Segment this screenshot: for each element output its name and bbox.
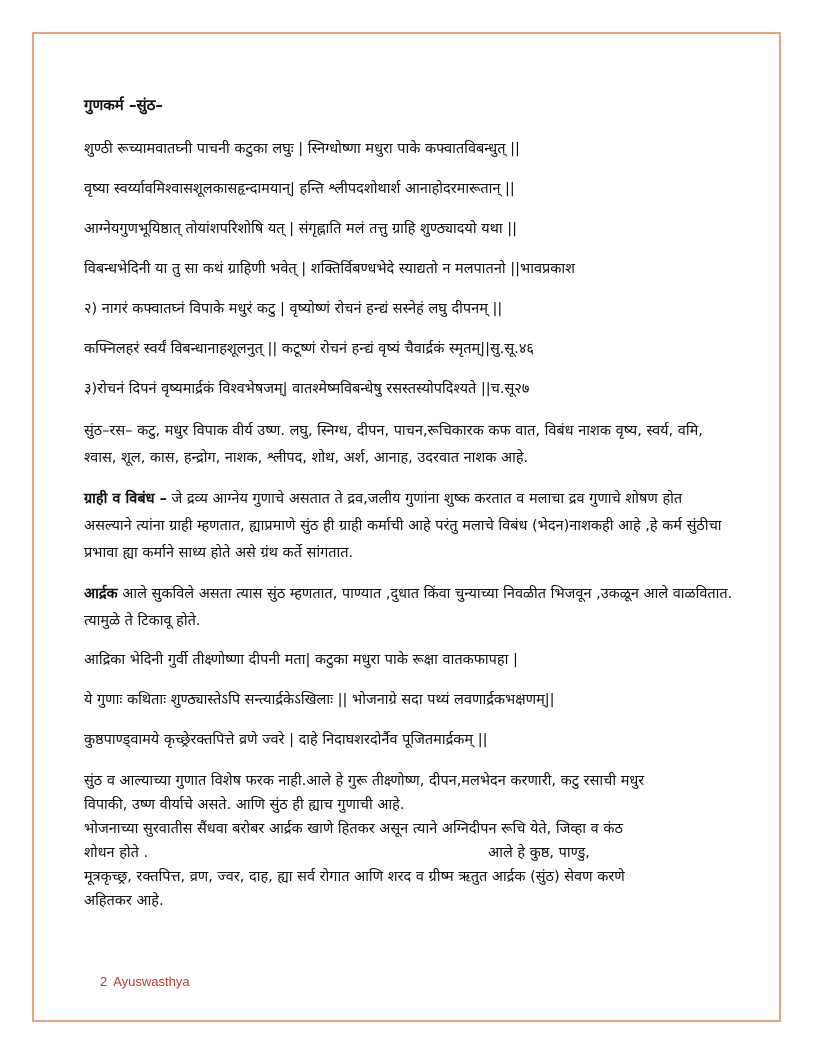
document-body — [84, 94, 734, 913]
verse-line: शुण्ठी रूच्यामवातघ्नी पाचनी कटुका लघुः | स्निग्धोष्णा मधुरा पाके कफ्वातविबन्धुत् || — [84, 141, 520, 157]
publication-name: Ayuswasthya — [113, 974, 190, 989]
grahi-heading: ग्राही व विबंध – — [84, 491, 167, 507]
summary-paragraph — [84, 769, 734, 913]
verse-line: २) नागरं कफ्वातघ्नं विपाके मधुरं कटु | वृष्योष्णं रोचनं हन्द्यं सस्नेहं लघु दीपनम् || — [84, 301, 503, 317]
summary-line: अहितकर आहे. — [84, 893, 164, 909]
ardrak-heading: आर्द्रक — [84, 586, 118, 602]
summary-line — [84, 841, 734, 865]
verse-line: आद्रिका भेदिनी गुर्वी तीक्ष्णोष्णा दीपनी मता| कटुका मधुरा पाके रूक्षा वातकफापहा | — [84, 652, 518, 668]
grahi-paragraph — [84, 486, 734, 567]
verse-line: ये गुणाः कथिताः शुण्ठ्यास्तेऽपि सन्त्यार्द्रकेऽखिलाः || भोजनाग्रे सदा पथ्यं लवणार्द्रकभक्षणम्|| — [84, 692, 555, 708]
verse-line: कुष्ठपाण्ड्वामये कृच्छ्रेरक्तपित्ते व्रणे ज्वरे | दाहे निदाघशरदोर्नैव पूजितमार्द्रकम् || — [84, 732, 488, 748]
verse-line: ३)रोचनं दिपनं वृष्यमार्द्रकं विश्वभेषजम्| वातश्मेष्मविबन्धेषु रसस्तस्योपदिश्यते ||च.सू२७ — [84, 381, 530, 397]
ardrak-paragraph — [84, 581, 734, 635]
summary-line: भोजनाच्या सुरवातीस सैंधवा बरोबर आर्द्रक खाणे हितकर असून त्याने अग्निदीपन रूचि येते, जिव्हा व कंठ — [84, 821, 623, 837]
summary-line: मूत्रकृच्छ्र, रक्तपित्त, व्रण, ज्वर, दाह, ह्या सर्व रोगात आणि शरद व ग्रीष्म ऋतुत आर्द्रक (सुंठ) सेवण करणे — [84, 869, 625, 885]
verse-line: वृष्या स्वर्य्यावमिश्वासशूलकासहृन्दामयान्| हन्ति श्लीपदशोथार्श आनाहोदरमारूतान् || — [84, 181, 515, 197]
page-footer — [100, 974, 196, 989]
ardrak-text: आले सुकविले असता त्यास सुंठ म्हणतात, पाण्यात ,दुधात किंवा चुन्याच्या निवळीत भिजवून ,उकळून आले वाळवितात. त्यामुळे ते टिकावू होते. — [84, 586, 733, 629]
summary-line-part: शोधन होते . — [84, 845, 149, 861]
verse-line: कफ्निलहरं स्वर्यं विबन्धानाहशूलनुत् || कटूष्णं रोचनं हन्द्यं वृष्यं चैवार्द्रकं स्मृतम्||सु.सू.४६ — [84, 341, 534, 357]
verse-line: आग्नेयगुणभूयिष्ठात् तोयांशपरिशोषि यत् | संगृह्नाति मलं तत्तु ग्राहि शुण्ठ्यादयो यथा || — [84, 221, 518, 237]
rasa-paragraph: सुंठ–रस– कटु, मधुर विपाक वीर्य उष्ण. लघु, स्निग्ध, दीपन, पाचन,रूचिकारक कफ वात, विबंध नाशक वृष्य, स्वर्य, वमि, श्वास, शूल, कास, हन्द्रोग, नाशक, श्लीपद, शोथ, अर्श, आनाह, उदरवात नाशक आहे. — [84, 423, 703, 466]
section-heading: गुणकर्म –सुंठ– — [84, 96, 163, 114]
summary-line-part: आले हे कुष्ठ, पाण्डु, — [488, 845, 590, 861]
grahi-text: जे द्रव्य आग्नेय गुणाचे असतात ते द्रव,जलीय गुणांना शुष्क करतात व मलाचा द्रव गुणाचे शोषण होत असल्याने त्यांना ग्राही म्हणतात, ह्याप्रमाणे सुंठ ही ग्राही कर्माची आहे परंतु मलाचे विबंध (भेदन)नाशकही आहे ,हे कर्म सुंठीचा प्रभावा ह्या कर्माने साध्य होते असे ग्रंथ कर्ते सांगतात. — [84, 491, 722, 561]
summary-line: विपाकी, उष्ण वीर्याचे असते. आणि सुंठ ही ह्याच गुणाची आहे. — [84, 797, 405, 813]
summary-line: सुंठ व आल्याच्या गुणात विशेष फरक नाही.आले हे गुरू तीक्ष्णोष्ण, दीपन,मलभेदन करणारी, कटु रसाची मधुर — [84, 773, 645, 789]
page-number: 2 — [100, 974, 108, 989]
verse-line: विबन्धभेदिनी या तु सा कथं ग्राहिणी भवेत् | शक्तिर्विबण्धभेदे स्याद्यतो न मलपातनो ||भावप्रकाश — [84, 261, 576, 277]
